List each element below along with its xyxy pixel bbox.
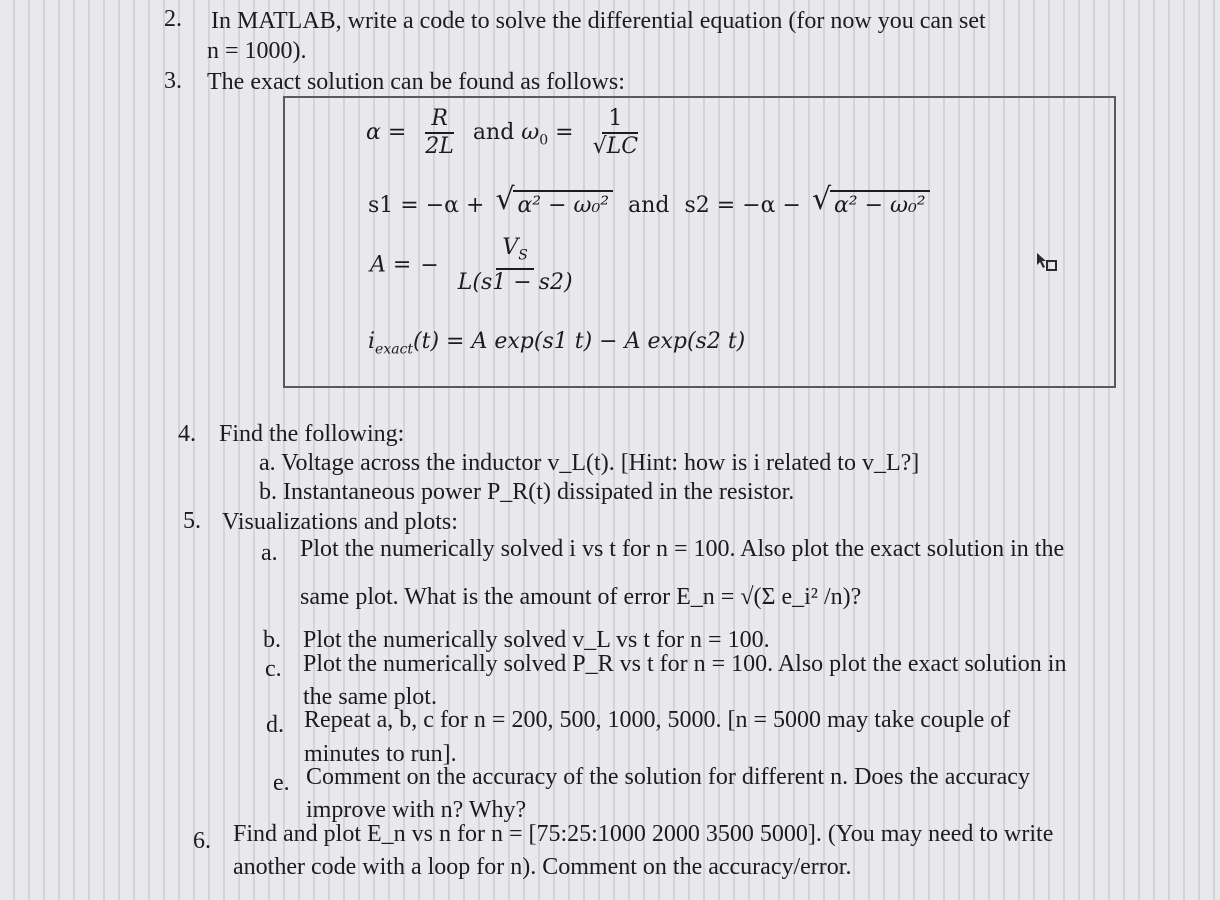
i-exact-formula bbox=[368, 328, 745, 363]
alpha-denominator: 2L bbox=[425, 134, 454, 159]
item-5b-label: b. bbox=[263, 627, 281, 653]
item-5e-line-1: Comment on the accuracy of the solution for different n. Does the accuracy bbox=[306, 764, 1030, 790]
alpha-lhs: α = bbox=[366, 120, 407, 145]
item-5c-line-2: the same plot. bbox=[303, 684, 437, 710]
alpha-numerator: R bbox=[425, 106, 454, 134]
item-4b: b. Instantaneous power P_R(t) dissipated in the resistor. bbox=[259, 479, 795, 505]
i-exact-rhs: (t) = A exp(s1 t) − A exp(s2 t) bbox=[413, 329, 746, 354]
a-numerator: $V_S$ bbox=[496, 235, 533, 270]
item-4a: a. Voltage across the inductor v_L(t). [Hint: how is i related to v_L?] bbox=[259, 450, 920, 476]
omega-subscript: 0 bbox=[539, 132, 549, 149]
item-4-number: 4. bbox=[178, 421, 196, 447]
and-label-1: and bbox=[472, 120, 515, 145]
item-4-text: Find the following: bbox=[219, 421, 405, 447]
item-2-line-1: In MATLAB, write a code to solve the differential equation (for now you can set bbox=[211, 8, 986, 34]
omega-lhs: ω bbox=[521, 120, 540, 145]
alpha-fraction bbox=[419, 106, 460, 160]
item-5d-line-1: Repeat a, b, c for n = 200, 500, 1000, 5000. [n = 5000 may take couple of bbox=[304, 707, 1011, 733]
item-5-text: Visualizations and plots: bbox=[222, 509, 458, 535]
item-5c-label: c. bbox=[265, 656, 282, 682]
omega-fraction bbox=[587, 106, 644, 160]
omega-denominator: √LC bbox=[592, 134, 639, 159]
s2-radicand: √ α² − ω₀² bbox=[830, 190, 930, 220]
item-2-line-2: n = 1000). bbox=[207, 38, 307, 64]
omega-equals: = bbox=[555, 120, 574, 145]
item-5a-line-1: Plot the numerically solved i vs t for n = 100. Also plot the exact solution in the bbox=[300, 536, 1065, 562]
item-5d-line-2: minutes to run]. bbox=[304, 741, 457, 767]
i-exact-subscript: exact bbox=[375, 341, 414, 358]
item-2-number: 2. bbox=[164, 6, 182, 32]
cursor-icon bbox=[1035, 251, 1057, 273]
item-5b-line: Plot the numerically solved v_L vs t for n = 100. bbox=[303, 627, 770, 653]
item-3-text: The exact solution can be found as follows: bbox=[207, 69, 625, 95]
item-3-number: 3. bbox=[164, 68, 182, 94]
s1-lhs: s1 = −α + bbox=[368, 193, 485, 218]
alpha-omega-formula bbox=[366, 106, 650, 160]
a-denominator: L(s1 − s2) bbox=[457, 270, 573, 296]
item-5-number: 5. bbox=[183, 508, 201, 534]
and-label-2: and bbox=[628, 193, 670, 218]
item-5a-line-2: same plot. What is the amount of error E_n = √(Σ e_i² /n)? bbox=[300, 584, 862, 610]
a-lhs: A = bbox=[370, 252, 412, 278]
omega-numerator: 1 bbox=[602, 106, 628, 134]
item-5d-label: d. bbox=[266, 712, 284, 738]
s1-s2-formula bbox=[368, 190, 930, 220]
item-5e-line-2: improve with n? Why? bbox=[306, 797, 527, 823]
item-6-line-2: another code with a loop for n). Comment on the accuracy/error. bbox=[233, 854, 852, 880]
i-exact-lhs: i bbox=[368, 329, 376, 354]
item-5e-label: e. bbox=[273, 770, 290, 796]
a-formula: A = − $\frac{V_S}{L(s1 - s2)}$ bbox=[370, 235, 585, 296]
s1-radicand: √ α² − ω₀² bbox=[513, 190, 613, 220]
item-6-line-1: Find and plot E_n vs n for n = [75:25:1000 2000 3500 5000]. (You may need to write bbox=[233, 821, 1054, 847]
s2-lhs: s2 = −α − bbox=[684, 193, 801, 218]
item-5a-label: a. bbox=[261, 540, 278, 566]
a-fraction bbox=[452, 235, 579, 296]
item-6-number: 6. bbox=[193, 828, 211, 854]
item-5c-line-1: Plot the numerically solved P_R vs t for n = 100. Also plot the exact solution in bbox=[303, 651, 1067, 677]
